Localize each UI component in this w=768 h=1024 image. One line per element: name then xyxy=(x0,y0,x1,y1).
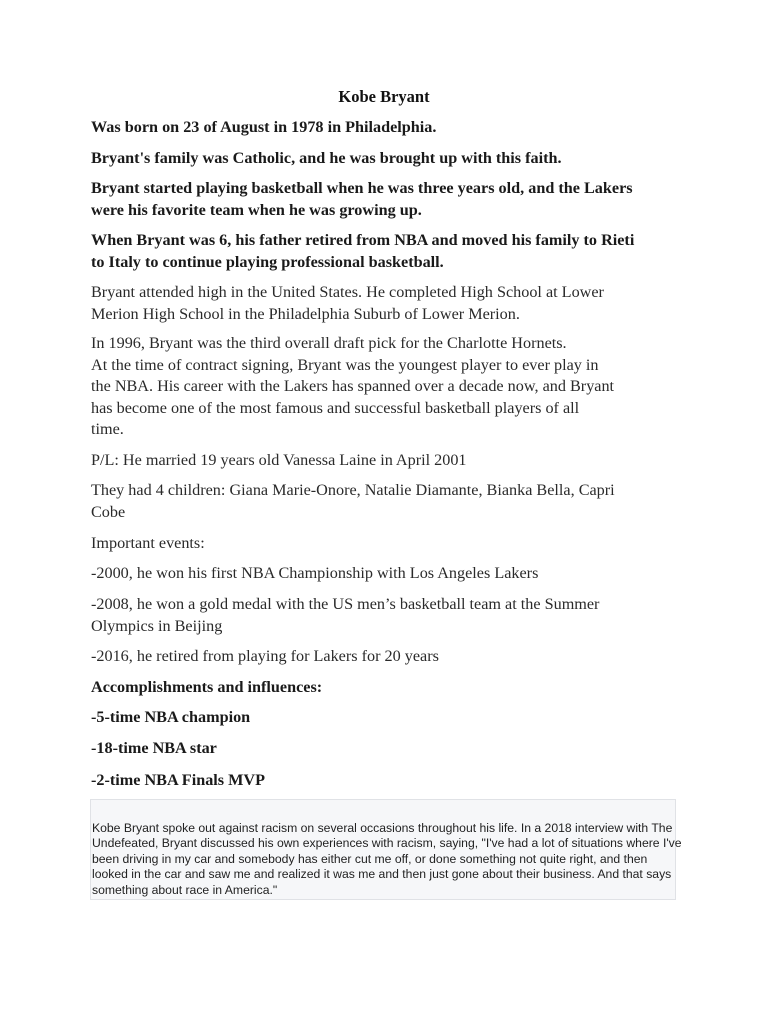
document-title: Kobe Bryant xyxy=(338,87,430,106)
list-item-nba-star: -18-time NBA star xyxy=(91,739,217,757)
quote-text: Kobe Bryant spoke out against racism on several occasions throughout his life. In a 2018 interview with The Undefeated, Bryant discussed his own experiences with racism, saying, "I've had a lot of situations where I've been driving in my car and somebody has either cut me off, or done something not quite right, and then looked in the car and saw me and realized it was me and then just gone about their business. And that says something about race in America." xyxy=(92,821,682,897)
paragraph-move-to-italy: When Bryant was 6, his father retired from NBA and moved his family to Rieti to Italy to continue playing professional basketball. xyxy=(91,231,635,271)
paragraph-marriage: P/L: He married 19 years old Vanessa Laine in April 2001 xyxy=(91,451,467,469)
list-item-finals-mvp: -2-time NBA Finals MVP xyxy=(91,771,265,789)
paragraph-started-basketball: Bryant started playing basketball when he was three years old, and the Lakers were his favorite team when he was growing up. xyxy=(91,179,633,219)
heading-accomplishments: Accomplishments and influences: xyxy=(91,678,323,696)
paragraph-children: They had 4 children: Giana Marie-Onore, Natalie Diamante, Bianka Bella, Capri Cobe xyxy=(91,481,615,521)
list-item-event-2000: -2000, he won his first NBA Championship with Los Angeles Lakers xyxy=(91,564,539,582)
paragraph-family-faith: Bryant's family was Catholic, and he was brought up with this faith. xyxy=(91,149,562,167)
heading-important-events: Important events: xyxy=(91,534,205,552)
list-item-nba-champion: -5-time NBA champion xyxy=(91,708,251,726)
paragraph-high-school: Bryant attended high in the United States. He completed High School at Lower Merion High School in the Philadelphia Suburb of Lower Merion. xyxy=(91,283,604,323)
list-item-event-2016: -2016, he retired from playing for Lakers for 20 years xyxy=(91,647,439,665)
list-item-event-2008: -2008, he won a gold medal with the US men’s basketball team at the Summer Olympics in Beijing xyxy=(91,595,600,635)
paragraph-draft-career: In 1996, Bryant was the third overall draft pick for the Charlotte Hornets. At the time of contract signing, Bryant was the youngest player to ever play in the NBA. His career with the Lakers has spanned over a decade now, and Bryant has become one of the most famous and successful basketball players of all time. xyxy=(91,334,615,438)
paragraph-birth: Was born on 23 of August in 1978 in Philadelphia. xyxy=(91,118,437,136)
